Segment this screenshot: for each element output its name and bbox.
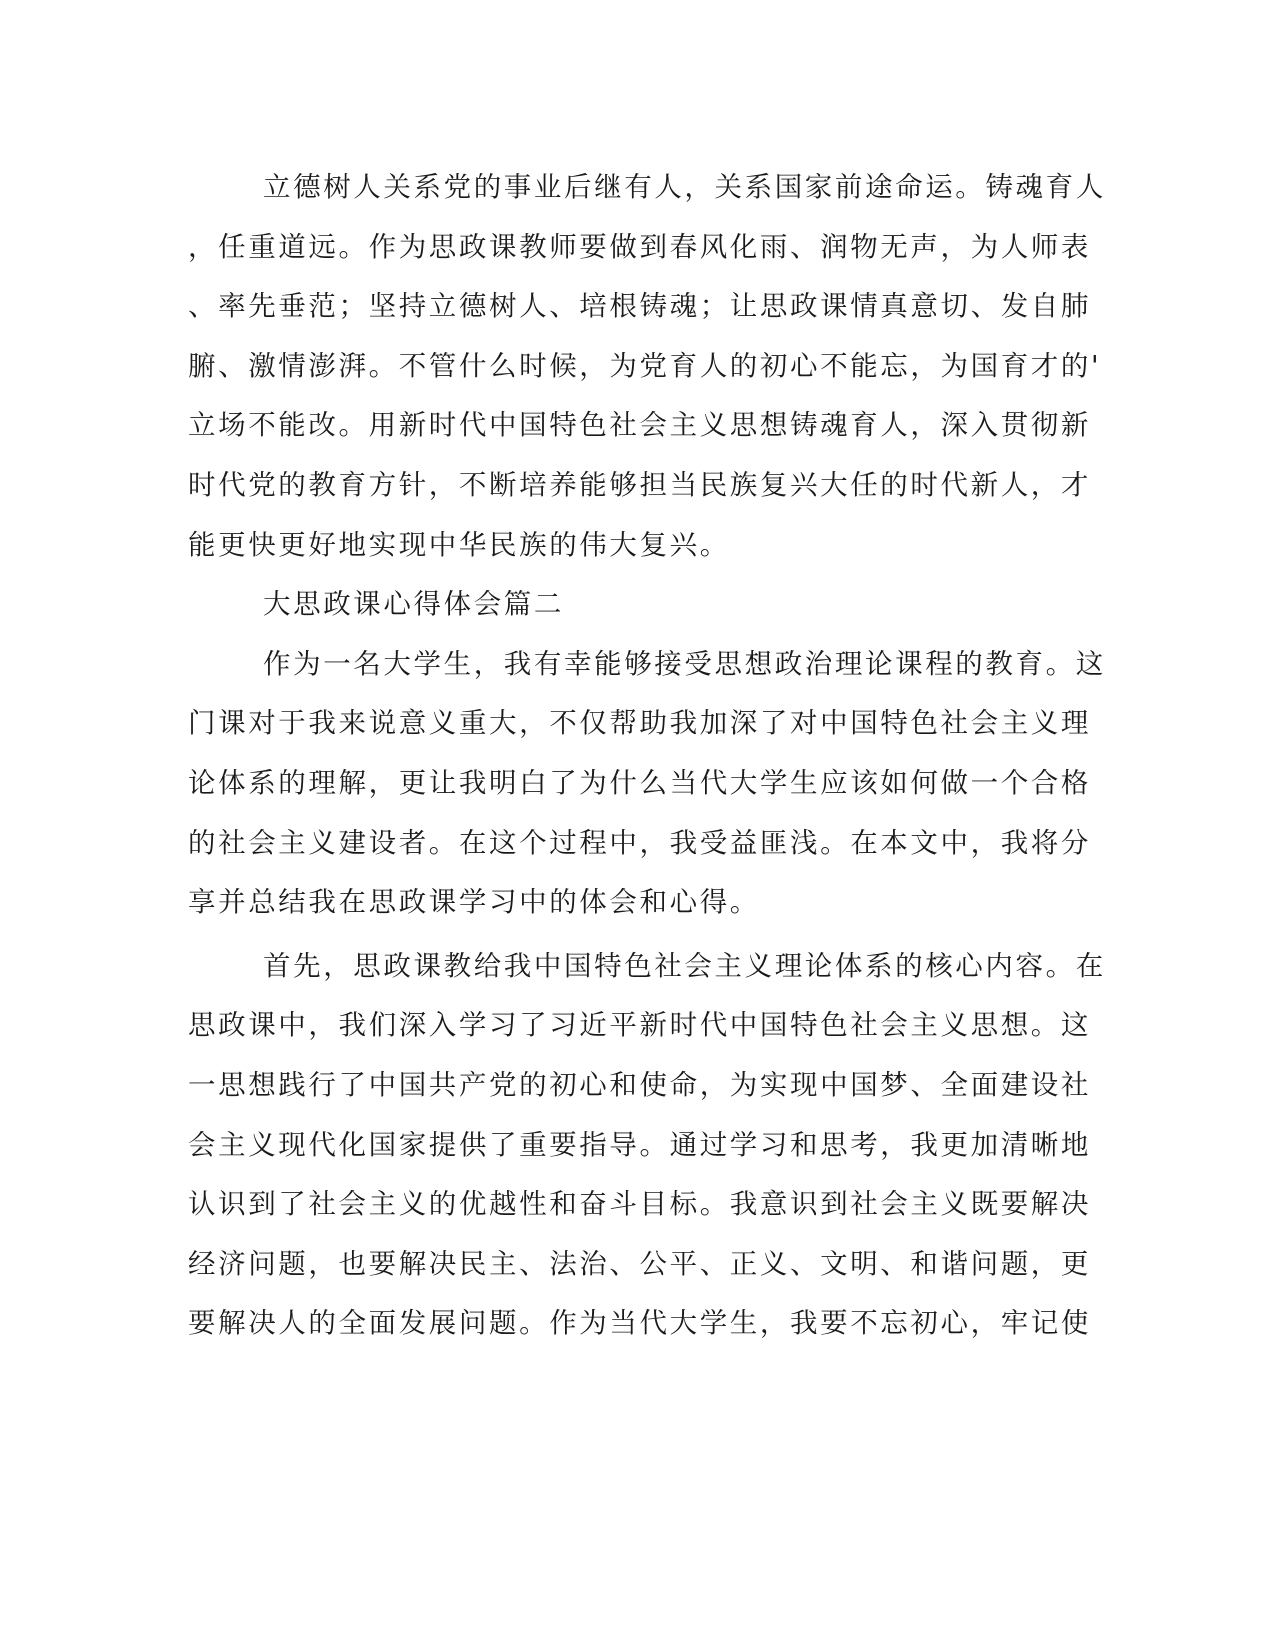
paragraph [188,937,1106,1354]
paragraph-line: 能更快更好地实现中华民族的伟大复兴。 [188,528,730,561]
paragraph-line: 腑、激情澎湃。不管什么时候，为党育人的初心不能忘，为国育才的' [188,349,1102,382]
paragraph [188,158,1106,575]
paragraph-line: 首先，思政课教给我中国特色社会主义理论体系的核心内容。在 [263,949,1106,982]
section-heading [188,575,1088,635]
paragraph-line: 经济问题，也要解决民主、法治、公平、正义、文明、和谐问题，更 [188,1247,1091,1280]
paragraph-line: 思政课中，我们深入学习了习近平新时代中国特色社会主义思想。这 [188,1009,1091,1042]
paragraph-line: 享并总结我在思政课学习中的体会和心得。 [188,886,760,919]
section-heading-text: 大思政课心得体会篇二 [263,588,564,621]
paragraph-line: 要解决人的全面发展问题。作为当代大学生，我要不忘初心，牢记使 [188,1307,1091,1340]
paragraph-line: 、率先垂范；坚持立德树人、培根铸魂；让思政课情真意切、发自肺 [188,290,1091,323]
paragraph-line: 立德树人关系党的事业后继有人，关系国家前途命运。铸魂育人 [263,171,1106,203]
paragraph-line: 会主义现代化国家提供了重要指导。通过学习和思考，我更加清晰地 [188,1128,1091,1161]
paragraph-line: 时代党的教育方针，不断培养能够担当民族复兴大任的时代新人，才 [188,468,1091,501]
paragraph [188,635,1106,933]
paragraph-line: 认识到了社会主义的优越性和奋斗目标。我意识到社会主义既要解决 [188,1188,1091,1221]
paragraph-line: 作为一名大学生，我有幸能够接受思想政治理论课程的教育。这 [263,647,1106,680]
paragraph-line: ，任重道远。作为思政课教师要做到春风化雨、润物无声，为人师表 [188,230,1091,263]
paragraph-line: 立场不能改。用新时代中国特色社会主义思想铸魂育人，深入贯彻新 [188,409,1091,442]
paragraph-line: 门课对于我来说意义重大，不仅帮助我加深了对中国特色社会主义理 [188,707,1091,740]
paragraph-line: 论体系的理解，更让我明白了为什么当代大学生应该如何做一个合格 [188,766,1091,799]
paragraph-line: 一思想践行了中国共产党的初心和使命，为实现中国梦、全面建设社 [188,1068,1091,1101]
document-body [188,158,1106,1354]
paragraph-line: 的社会主义建设者。在这个过程中，我受益匪浅。在本文中，我将分 [188,826,1091,859]
